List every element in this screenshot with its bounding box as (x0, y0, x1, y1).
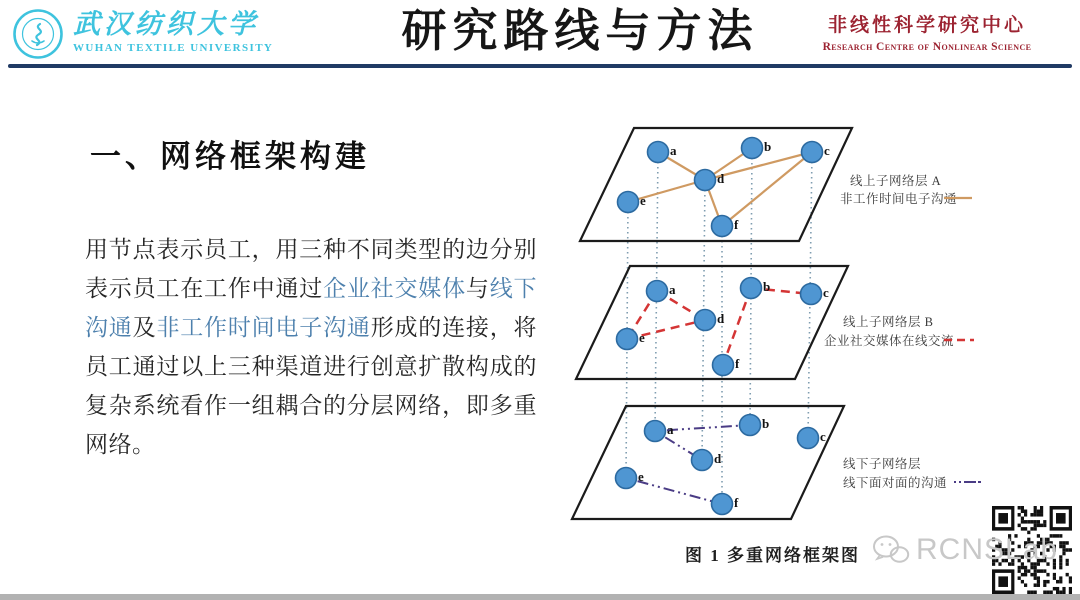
layer-C-node-d (692, 450, 713, 471)
research-centre-en: Research Centre of Nonlinear Science (822, 41, 1032, 53)
university-name-en: WUHAN TEXTILE UNIVERSITY (73, 42, 274, 54)
layer-A-node-a (648, 142, 669, 163)
layer-B-node-label-f: f (735, 356, 740, 371)
watermark (872, 533, 1058, 567)
text-segment: 与 (465, 276, 490, 301)
layer-A-node-label-f: f (734, 217, 739, 232)
layer-B-node-a (647, 281, 668, 302)
layer-B-node-label-c: c (823, 285, 829, 300)
figure-caption: 图 1 多重网络框架图 (685, 546, 860, 565)
layer-C-node-label-f: f (734, 495, 739, 510)
highlight-term: 线下沟通 (85, 276, 538, 340)
layer-B-node-b (741, 278, 762, 299)
layer-C-node-label-b: b (762, 416, 770, 431)
layer-C-node-label-e: e (638, 469, 644, 484)
university-logo (12, 8, 273, 60)
screenshot-bottom-edge (0, 594, 1080, 600)
layer-B-node-label-e: e (639, 330, 645, 345)
highlight-term: 非工作时间电子沟通 (156, 315, 371, 340)
layer-B-legend-desc: 企业社交媒体在线交流 (824, 334, 955, 348)
layer-B-edge-b-f (723, 288, 751, 365)
body-paragraph (85, 230, 537, 464)
layer-C-node-c (798, 428, 819, 449)
layer-A-node-label-c: c (824, 143, 830, 158)
layer-C-legend-title: 线下子网络层 (843, 457, 922, 471)
text-segment: 形成的连接，将员工通过以上三种渠道进行创意扩散构成的复杂系统看作一组耦合的分层网络，即多重网络。 (85, 315, 538, 457)
layer-B-node-f (713, 355, 734, 376)
research-centre-zh: 非线性科学研究中心 (827, 15, 1026, 36)
university-name (73, 8, 273, 54)
layer-A-node-f (712, 216, 733, 237)
layer-B-legend-title: 线上子网络层 B (843, 315, 934, 329)
watermark-text: RCNSLab (916, 533, 1059, 566)
layer-C-node-label-c: c (820, 429, 826, 444)
layer-A-node-label-a: a (670, 143, 677, 158)
wechat-icon (872, 534, 910, 566)
layer-A-node-c (802, 142, 823, 163)
layer-C-node-e (616, 468, 637, 489)
layer-A-node-label-d: d (717, 171, 725, 186)
layer-A-node-label-e: e (640, 193, 646, 208)
layer-B-node-e (617, 329, 638, 350)
layer-C-node-a (645, 421, 666, 442)
layer-A-node-label-b: b (764, 139, 772, 154)
layer-A-legend-title: 线上子网络层 A (850, 174, 942, 188)
layer-A-node-b (742, 138, 763, 159)
section-heading: 一、网络框架构建 (90, 139, 370, 174)
university-name-zh: 武汉纺织大学 (73, 9, 259, 39)
layer-A-legend-desc: 非工作时间电子沟通 (840, 192, 958, 206)
research-centre-block (782, 10, 1072, 53)
layer-A-node-d (695, 170, 716, 191)
header-divider (8, 64, 1072, 68)
layer-B-node-c (801, 284, 822, 305)
layer-C-node-label-a: a (667, 422, 674, 437)
multiplex-network-diagram (540, 95, 1005, 535)
highlight-term: 企业社交媒体 (323, 276, 466, 301)
layer-B-node-d (695, 310, 716, 331)
layer-C-node-label-d: d (714, 451, 722, 466)
text-segment: 及 (132, 315, 157, 340)
university-seal-icon (12, 8, 64, 60)
layer-C-legend-desc: 线下面对面的沟通 (843, 476, 948, 490)
layer-B-node-label-b: b (763, 279, 771, 294)
layer-B-node-label-d: d (717, 311, 725, 326)
layer-B-node-label-a: a (669, 282, 676, 297)
layer-A-node-e (618, 192, 639, 213)
slide-title: 研究路线与方法 (401, 6, 759, 56)
text-segment: 用节点表示员工，用三种不同类型的边分别表示员工在工作中通过 (85, 237, 537, 301)
layer-C-node-f (712, 494, 733, 515)
layer-C-node-b (740, 415, 761, 436)
